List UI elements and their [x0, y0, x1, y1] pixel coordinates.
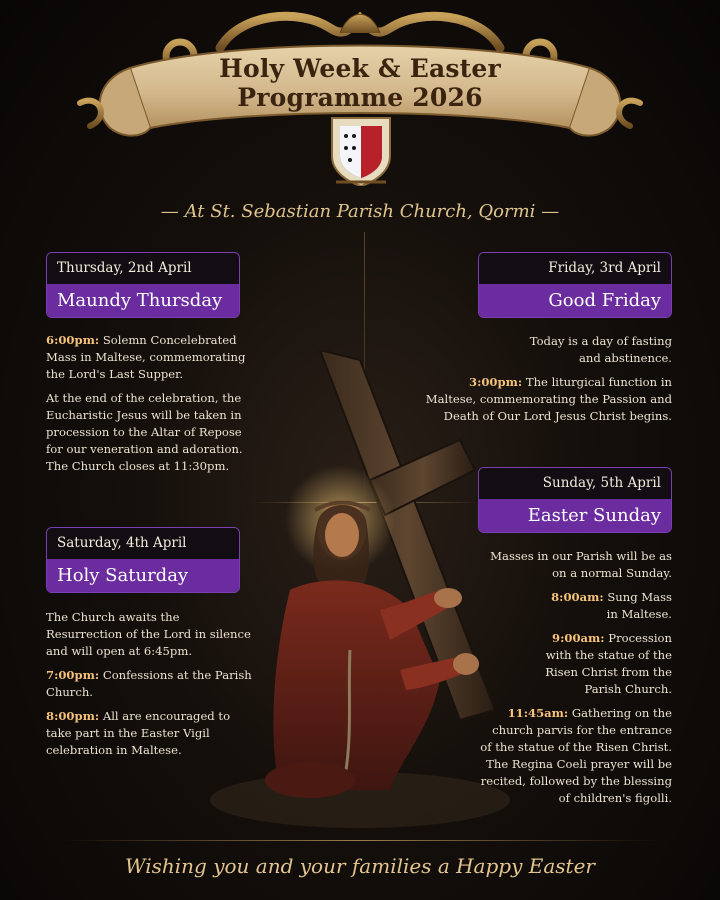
time-label: 8:00pm: [46, 709, 100, 723]
day-name: Good Friday [479, 284, 671, 317]
time-label: 11:45am: [507, 706, 569, 720]
event-text: The liturgical function in Maltese, commemorating the Passion and Death of Our Lord Jesus Christ begins. [425, 375, 672, 423]
day-date: Saturday, 4th April [47, 528, 239, 559]
day-date: Thursday, 2nd April [47, 253, 239, 284]
event-text: The Church awaits the Resurrection of the Lord in silence and will open at 6:45pm. [46, 610, 251, 658]
footer-divider [60, 840, 660, 841]
day-card-saturday [46, 527, 240, 593]
event-text: At the end of the celebration, the Eucharistic Jesus will be taken in procession to the Altar of Repose for our veneration and adoration. The Church closes at 11:30pm. [46, 391, 243, 473]
event-text: Sung Mass in Maltese. [603, 590, 672, 621]
event-text: Today is a day of fasting and abstinence. [529, 334, 672, 365]
title-line-1: Holy Week & Easter [219, 54, 501, 83]
event-text: Confessions at the Parish Church. [46, 668, 252, 699]
time-label: 6:00pm: [46, 333, 100, 347]
title-line-2: Programme 2026 [237, 83, 483, 112]
event-text: Solemn Concelebrated Mass in Maltese, commemorating the Lord's Last Supper. [46, 333, 246, 381]
time-label: 9:00am: [552, 631, 605, 645]
page-title [70, 54, 650, 112]
sunday-details [480, 548, 672, 814]
day-name: Holy Saturday [47, 559, 239, 592]
day-card-friday [478, 252, 672, 318]
time-label: 8:00am: [551, 590, 604, 604]
day-name: Easter Sunday [479, 499, 671, 532]
footer-message: Wishing you and your families a Happy Easter [125, 854, 595, 878]
event-text: Masses in our Parish will be as on a normal Sunday. [490, 549, 672, 580]
time-label: 7:00pm: [46, 668, 100, 682]
saturday-details [46, 609, 256, 766]
event-text: Procession with the statue of the Risen Christ from the Parish Church. [545, 631, 672, 696]
event-text: All are encouraged to take part in the Easter Vigil celebration in Maltese. [46, 709, 231, 757]
day-card-sunday [478, 467, 672, 533]
location-subtitle: — At St. Sebastian Parish Church, Qormi — [160, 201, 560, 222]
day-date: Friday, 3rd April [479, 253, 671, 284]
day-card-thursday [46, 252, 240, 318]
event-text: Gathering on the church parvis for the entrance of the statue of the Risen Christ. The Regina Coeli prayer will be recited, followed by the blessing of children's figolli. [480, 706, 672, 805]
parish-crest-icon [330, 112, 392, 186]
thursday-details [46, 332, 256, 482]
friday-details [420, 333, 672, 432]
day-name: Maundy Thursday [47, 284, 239, 317]
day-date: Sunday, 5th April [479, 468, 671, 499]
time-label: 3:00pm: [469, 375, 523, 389]
